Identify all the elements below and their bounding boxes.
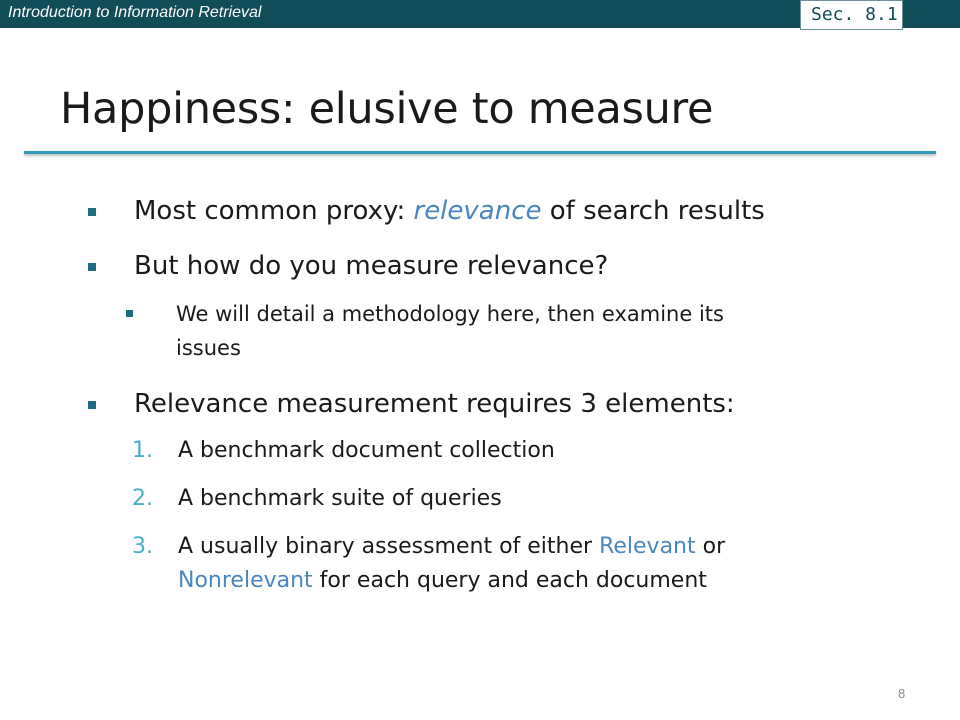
title-divider: [24, 151, 936, 154]
number-label-3: 3.: [132, 534, 153, 559]
course-title: Introduction to Information Retrieval: [8, 4, 262, 21]
numbered-3-suffix: or: [695, 534, 726, 559]
slide-title: Happiness: elusive to measure: [60, 84, 714, 134]
bullet-1-emphasis: relevance: [413, 196, 542, 226]
bullet-1-prefix: Most common proxy:: [134, 196, 414, 226]
bullet-text-1: [134, 196, 765, 226]
numbered-3-prefix: A usually binary assessment of either: [178, 534, 600, 559]
numbered-text-2: A benchmark suite of queries: [178, 486, 502, 511]
bullet-1-suffix: of search results: [541, 196, 765, 226]
nonrelevant-label: Nonrelevant: [178, 568, 313, 593]
sub-bullet-line-1: We will detail a methodology here, then examine its: [176, 302, 724, 326]
sub-bullet-line-2: issues: [176, 336, 241, 360]
square-bullet-icon: [88, 263, 96, 271]
square-bullet-icon: [88, 401, 96, 409]
number-label-2: 2.: [132, 486, 153, 511]
sub-bullet-text: [176, 297, 876, 365]
numbered-text-3-line-2: [178, 568, 707, 593]
square-bullet-icon: [126, 310, 133, 317]
section-tag: [800, 0, 903, 30]
numbered-text-1: A benchmark document collection: [178, 438, 555, 463]
bullet-text-3: Relevance measurement requires 3 elements:: [134, 389, 735, 419]
page-number: 8: [898, 686, 906, 701]
numbered-3-line-2-suffix: for each query and each document: [312, 568, 707, 593]
number-label-1: 1.: [132, 438, 153, 463]
square-bullet-icon: [88, 208, 96, 216]
numbered-text-3-line-1: [178, 534, 725, 559]
bullet-text-2: But how do you measure relevance?: [134, 251, 609, 281]
relevant-label: Relevant: [599, 534, 696, 559]
section-tag-label: Sec. 8.1: [811, 4, 898, 25]
